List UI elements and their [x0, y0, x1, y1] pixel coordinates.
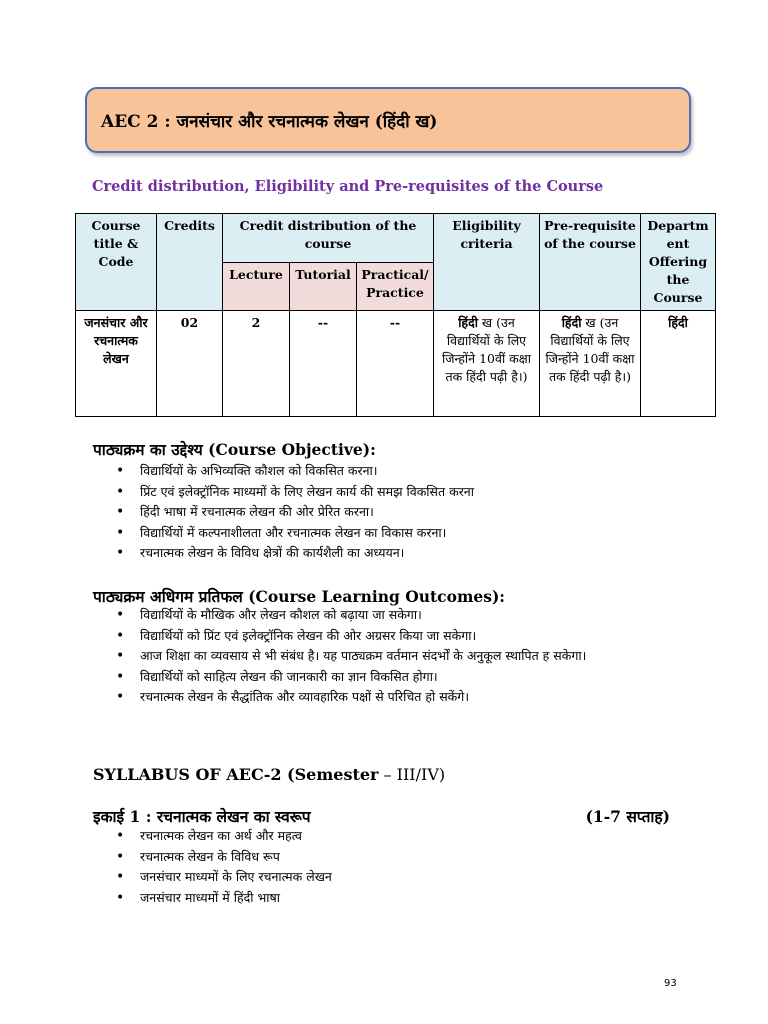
header-practical: Practical/ Practice — [357, 262, 434, 311]
objective-list — [112, 461, 672, 564]
list-item: • विद्यार्थियों को साहित्य लेखन की जानकारी का ज्ञान विकसित होगा। — [112, 667, 672, 688]
credit-distribution-table — [75, 213, 716, 417]
list-item: • जनसंचार माध्यमों में हिंदी भाषा — [112, 888, 672, 909]
cell-prerequisite-text: ख (उन विद्यार्थियों के लिए जिन्होंने 10वीं कक्षा तक हिंदी पढ़ी है।) — [545, 315, 635, 384]
cell-course: जनसंचार और रचनात्मक लेखन — [76, 311, 157, 417]
cell-department: हिंदी — [641, 311, 716, 417]
cell-eligibility-bold: हिंदी — [458, 315, 478, 330]
cell-prerequisite — [540, 311, 641, 417]
credit-distribution-heading: Credit distribution, Eligibility and Pre-requisites of the Course — [92, 178, 604, 195]
objective-heading: पाठ्यक्रम का उद्देश्य (Course Objective): — [93, 440, 376, 459]
cell-practical: -- — [357, 311, 434, 417]
cell-lecture: 2 — [223, 311, 290, 417]
list-item: • विद्यार्थियों के अभिव्यक्ति कौशल को विकसित करना। — [112, 461, 672, 482]
cell-eligibility — [434, 311, 540, 417]
table-header-row — [76, 214, 716, 263]
list-item: • विद्यार्थियों के मौखिक और लेखन कौशल को बढ़ाया जा सकेगा। — [112, 605, 672, 626]
unit-1-heading — [93, 805, 670, 827]
list-item: • रचनात्मक लेखन के विविध क्षेत्रों की कार्यशैली का अध्ययन। — [112, 543, 672, 564]
list-item: • जनसंचार माध्यमों के लिए रचनात्मक लेखन — [112, 867, 672, 888]
cell-eligibility-text: ख (उन विद्यार्थियों के लिए जिन्होंने 10वीं कक्षा तक हिंदी पढ़ी है।) — [442, 315, 531, 384]
header-course-title: Course title & Code — [76, 214, 157, 311]
course-title: AEC 2 : जनसंचार और रचनात्मक लेखन (हिंदी ख) — [101, 111, 438, 132]
cell-credits: 02 — [157, 311, 223, 417]
table-row — [76, 311, 716, 417]
syllabus-heading — [93, 765, 445, 784]
list-item: • रचनात्मक लेखन के विविध रूप — [112, 847, 672, 868]
list-item: • रचनात्मक लेखन का अर्थ और महत्व — [112, 826, 672, 847]
unit-1-title: इकाई 1 : रचनात्मक लेखन का स्वरूप — [93, 807, 311, 826]
outcomes-list — [112, 605, 672, 708]
list-item: • आज शिक्षा का व्यवसाय से भी संबंध है। यह पाठ्यक्रम वर्तमान संदर्भों के अनुकूल स्थापित ह सकेगा। — [112, 646, 672, 667]
list-item: • प्रिंट एवं इलेक्ट्रॉनिक माध्यमों के लिए लेखन कार्य की समझ विकसित करना — [112, 482, 672, 503]
unit-1-list — [112, 826, 672, 908]
list-item: • विद्यार्थियों को प्रिंट एवं इलेक्ट्रॉनिक लेखन की ओर अग्रसर किया जा सकेगा। — [112, 626, 672, 647]
list-item: • हिंदी भाषा में रचनात्मक लेखन की ओर प्रेरित करना। — [112, 502, 672, 523]
header-credit-distribution: Credit distribution of the course — [223, 214, 434, 263]
header-lecture: Lecture — [223, 262, 290, 311]
header-tutorial: Tutorial — [290, 262, 357, 311]
syllabus-heading-semester: – III/IV) — [378, 765, 446, 784]
header-credits: Credits — [157, 214, 223, 311]
unit-1-duration: (1-7 सप्ताह) — [585, 807, 670, 826]
list-item: • विद्यार्थियों में कल्पनाशीलता और रचनात्मक लेखन का विकास करना। — [112, 523, 672, 544]
syllabus-heading-bold: SYLLABUS OF AEC-2 (Semester — [93, 765, 379, 784]
page-number: 93 — [664, 978, 677, 989]
header-department: Departm ent Offering the Course — [641, 214, 716, 311]
course-title-box — [85, 87, 691, 153]
cell-tutorial: -- — [290, 311, 357, 417]
header-eligibility: Eligibility criteria — [434, 214, 540, 311]
cell-prerequisite-bold: हिंदी — [561, 315, 582, 330]
list-item: • रचनात्मक लेखन के सैद्धांतिक और व्यावहारिक पक्षों से परिचित हो सकेंगे। — [112, 687, 672, 708]
header-prerequisite: Pre-requisite of the course — [540, 214, 641, 311]
outcomes-heading: पाठ्यक्रम अधिगम प्रतिफल (Course Learning Outcomes): — [93, 587, 506, 606]
